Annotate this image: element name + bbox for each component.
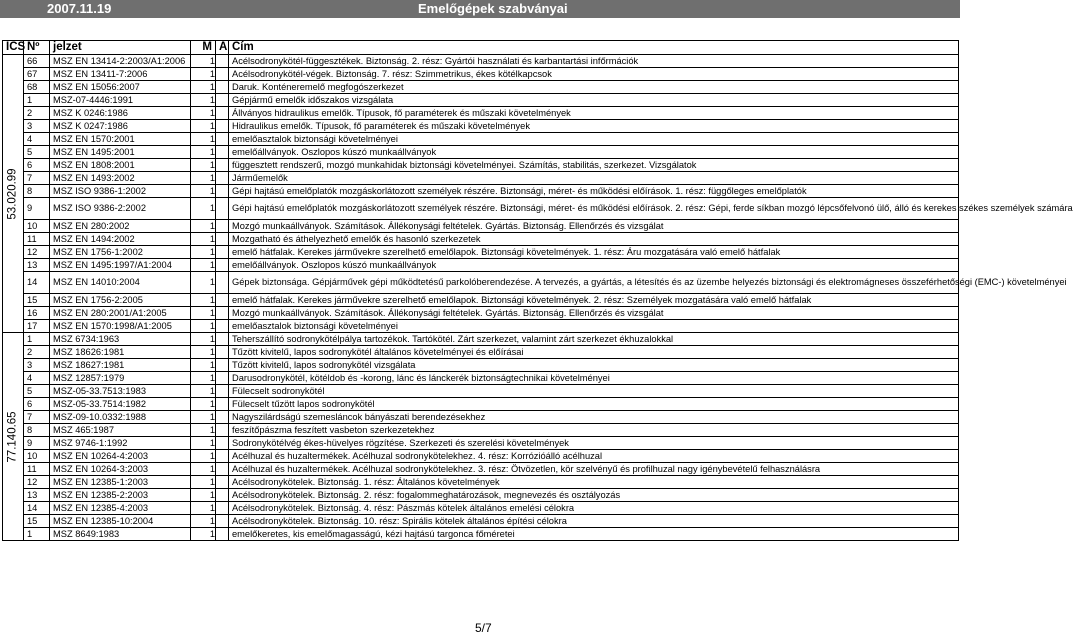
- standard-code: MSZ 18626:1981: [50, 346, 191, 359]
- table-row: [3, 146, 959, 159]
- row-m: 1: [191, 81, 216, 94]
- row-m: 1: [191, 424, 216, 437]
- row-m: 1: [191, 437, 216, 450]
- standard-title: Daruk. Konténeremelő megfogószerkezet: [229, 81, 959, 94]
- table-row: [3, 159, 959, 172]
- row-a: [216, 55, 229, 68]
- standard-code: MSZ EN 1570:2001: [50, 133, 191, 146]
- col-title: Cím: [229, 41, 959, 55]
- row-m: 1: [191, 246, 216, 259]
- ics-group-cell: [3, 55, 24, 333]
- row-a: [216, 437, 229, 450]
- row-number: 9: [24, 437, 50, 450]
- row-number: 7: [24, 411, 50, 424]
- table-row: [3, 515, 959, 528]
- row-number: 4: [24, 133, 50, 146]
- standard-code: MSZ EN 1756-1:2002: [50, 246, 191, 259]
- standard-title: Gépi hajtású emelőplatók mozgáskorlátozott személyek részére. Biztonsági, méret- és működési előírások. 1. rész: függőleges emelőplatók: [229, 185, 959, 198]
- row-a: [216, 159, 229, 172]
- standard-code: MSZ EN 10264-3:2003: [50, 463, 191, 476]
- table-row: [3, 398, 959, 411]
- row-number: 14: [24, 502, 50, 515]
- standard-code: MSZ-09-10.0332:1988: [50, 411, 191, 424]
- row-a: [216, 528, 229, 541]
- standard-title: emelőasztalok biztonsági követelményei: [229, 133, 959, 146]
- row-a: [216, 185, 229, 198]
- row-m: 1: [191, 220, 216, 233]
- row-m: 1: [191, 398, 216, 411]
- table-row: [3, 450, 959, 463]
- row-number: 12: [24, 476, 50, 489]
- standard-title: emelő hátfalak. Kerekes járművekre szerelhető emelőlapok. Biztonsági követelmények. 1. rész: Áru mozgatására való emelő hátfalak: [229, 246, 959, 259]
- standard-code: MSZ EN 1495:1997/A1:2004: [50, 259, 191, 272]
- row-m: 1: [191, 489, 216, 502]
- standard-code: MSZ ISO 9386-1:2002: [50, 185, 191, 198]
- row-m: 1: [191, 515, 216, 528]
- standard-title: Acélhuzal és huzaltermékek. Acélhuzal sodronykötelekhez. 3. rész: Ötvözetlen, kör szelvényű és profilhuzal nagy igénybevételű felhasználásra: [229, 463, 959, 476]
- standard-title: emelőasztalok biztonsági követelményei: [229, 320, 959, 333]
- row-a: [216, 502, 229, 515]
- row-a: [216, 198, 229, 220]
- row-number: 5: [24, 385, 50, 398]
- standard-title: Fülecselt sodronykötél: [229, 385, 959, 398]
- row-a: [216, 450, 229, 463]
- page-number: 5/7: [475, 621, 492, 635]
- standard-code: MSZ EN 1570:1998/A1:2005: [50, 320, 191, 333]
- table-row: [3, 320, 959, 333]
- row-a: [216, 246, 229, 259]
- table-row: [3, 172, 959, 185]
- row-number: 5: [24, 146, 50, 159]
- standard-code: MSZ EN 15056:2007: [50, 81, 191, 94]
- ics-group-cell: [3, 333, 24, 541]
- row-number: 6: [24, 398, 50, 411]
- standard-title: függesztett rendszerű, mozgó munkahidak biztonsági követelményei. Számítás, stabilitás, szerkezet. Vizsgálatok: [229, 159, 959, 172]
- row-a: [216, 233, 229, 246]
- standard-code: MSZ EN 1494:2002: [50, 233, 191, 246]
- standard-code: MSZ EN 12385-1:2003: [50, 476, 191, 489]
- row-number: 10: [24, 450, 50, 463]
- table-row: [3, 198, 959, 220]
- table-row: [3, 385, 959, 398]
- row-m: 1: [191, 272, 216, 294]
- standard-code: MSZ EN 12385-10:2004: [50, 515, 191, 528]
- row-m: 1: [191, 107, 216, 120]
- row-a: [216, 359, 229, 372]
- row-m: 1: [191, 463, 216, 476]
- standard-title: Acélsodronykötél-végek. Biztonság. 7. rész: Szimmetrikus, ékes kötélkapcsok: [229, 68, 959, 81]
- row-a: [216, 272, 229, 294]
- row-a: [216, 172, 229, 185]
- row-a: [216, 372, 229, 385]
- row-a: [216, 333, 229, 346]
- standard-title: Acélsodronykötelek. Biztonság. 1. rész: Általános követelmények: [229, 476, 959, 489]
- row-m: 1: [191, 120, 216, 133]
- table-row: [3, 424, 959, 437]
- row-number: 3: [24, 120, 50, 133]
- row-m: 1: [191, 320, 216, 333]
- table-row: [3, 476, 959, 489]
- col-a: A: [216, 41, 229, 55]
- row-number: 1: [24, 528, 50, 541]
- standard-code: MSZ-05-33.7514:1982: [50, 398, 191, 411]
- row-number: 13: [24, 489, 50, 502]
- table-row: [3, 68, 959, 81]
- standard-title: Sodronykötélvég ékes-hüvelyes rögzítése. Szerkezeti és szerelési követelmények: [229, 437, 959, 450]
- row-a: [216, 107, 229, 120]
- row-number: 10: [24, 220, 50, 233]
- table-row: [3, 94, 959, 107]
- table-row: [3, 437, 959, 450]
- row-m: 1: [191, 307, 216, 320]
- standard-code: MSZ 6734:1963: [50, 333, 191, 346]
- row-a: [216, 398, 229, 411]
- row-m: 1: [191, 172, 216, 185]
- standard-code: MSZ EN 10264-4:2003: [50, 450, 191, 463]
- col-no: Nº: [24, 41, 50, 55]
- row-a: [216, 385, 229, 398]
- row-a: [216, 424, 229, 437]
- table-row: [3, 107, 959, 120]
- standard-title: Mozgó munkaállványok. Számítások. Állékonysági feltételek. Gyártás. Biztonság. Ellenőrzés és vizsgálat: [229, 307, 959, 320]
- table-row: [3, 246, 959, 259]
- row-m: 1: [191, 133, 216, 146]
- row-a: [216, 81, 229, 94]
- standard-title: Acélsodronykötél-függesztékek. Biztonság. 2. rész: Gyártói használati és karbantartási infőrmációk: [229, 55, 959, 68]
- row-m: 1: [191, 159, 216, 172]
- row-a: [216, 463, 229, 476]
- row-a: [216, 133, 229, 146]
- row-number: 16: [24, 307, 50, 320]
- standard-title: Nagyszilárdságú szemesláncok bányászati berendezésekhez: [229, 411, 959, 424]
- col-m: M: [191, 41, 216, 55]
- standard-code: MSZ 12857:1979: [50, 372, 191, 385]
- standard-code: MSZ EN 1808:2001: [50, 159, 191, 172]
- table-row: [3, 502, 959, 515]
- table-row: [3, 346, 959, 359]
- row-number: 68: [24, 81, 50, 94]
- row-number: 9: [24, 198, 50, 220]
- row-number: 6: [24, 159, 50, 172]
- table-row: [3, 272, 959, 294]
- row-m: 1: [191, 528, 216, 541]
- standard-code: MSZ EN 1493:2002: [50, 172, 191, 185]
- row-a: [216, 320, 229, 333]
- row-m: 1: [191, 68, 216, 81]
- row-m: 1: [191, 94, 216, 107]
- table-row: [3, 220, 959, 233]
- row-m: 1: [191, 333, 216, 346]
- ics-code: 77.140.65: [6, 410, 19, 463]
- row-m: 1: [191, 294, 216, 307]
- standard-title: Tűzött kivitelű, lapos sodronykötél általános követelményei és előírásai: [229, 346, 959, 359]
- row-m: 1: [191, 502, 216, 515]
- row-number: 2: [24, 107, 50, 120]
- standard-title: Gépi hajtású emelőplatók mozgáskorlátozott személyek részére. Biztonsági, méret- és működési előírások. 2. rész: Gépi, ferde síkban mozgó lépcsőfelvonó ülő, álló és kerekes székes személyek számára: [229, 198, 959, 220]
- standard-title: Mozgó munkaállványok. Számítások. Állékonysági feltételek. Gyártás. Biztonság. Ellenőrzés és vizsgálat: [229, 220, 959, 233]
- standard-title: Mozgatható és áthelyezhető emelők és hasonló szerkezetek: [229, 233, 959, 246]
- standard-title: emelőkeretes, kis emelőmagasságú, kézi hajtású targonca főméretei: [229, 528, 959, 541]
- table-row: [3, 81, 959, 94]
- table-row: [3, 120, 959, 133]
- row-a: [216, 476, 229, 489]
- standard-title: Teherszállító sodronykötélpálya tartozékok. Tartókötél. Zárt szerkezet, valamint zárt szerkezet ékhuzalokkal: [229, 333, 959, 346]
- row-m: 1: [191, 359, 216, 372]
- row-a: [216, 220, 229, 233]
- row-m: 1: [191, 55, 216, 68]
- row-number: 13: [24, 259, 50, 272]
- standard-code: MSZ-07-4446:1991: [50, 94, 191, 107]
- table-row: [3, 259, 959, 272]
- row-a: [216, 411, 229, 424]
- top-bar: [0, 0, 960, 18]
- standard-code: MSZ EN 12385-4:2003: [50, 502, 191, 515]
- row-a: [216, 120, 229, 133]
- table-row: [3, 372, 959, 385]
- table-row: [3, 294, 959, 307]
- row-m: 1: [191, 450, 216, 463]
- row-number: 15: [24, 515, 50, 528]
- row-number: 12: [24, 246, 50, 259]
- row-number: 8: [24, 185, 50, 198]
- row-m: 1: [191, 146, 216, 159]
- standard-title: Állványos hidraulikus emelők. Típusok, fő paraméterek és műszaki követelmények: [229, 107, 959, 120]
- row-number: 7: [24, 172, 50, 185]
- header-date: 2007.11.19: [47, 1, 112, 16]
- row-a: [216, 307, 229, 320]
- standard-code: MSZ EN 13414-2:2003/A1:2006: [50, 55, 191, 68]
- col-code: jelzet: [50, 41, 191, 55]
- header-row: [3, 41, 959, 55]
- row-a: [216, 515, 229, 528]
- standard-code: MSZ EN 280:2002: [50, 220, 191, 233]
- standard-code: MSZ EN 1495:2001: [50, 146, 191, 159]
- header-title: Emelőgépek szabványai: [418, 1, 568, 16]
- row-number: 67: [24, 68, 50, 81]
- row-a: [216, 94, 229, 107]
- standard-title: Járműemelők: [229, 172, 959, 185]
- standard-code: MSZ 9746-1:1992: [50, 437, 191, 450]
- row-number: 17: [24, 320, 50, 333]
- standard-title: emelőállványok. Oszlopos kúszó munkaállványok: [229, 146, 959, 159]
- standard-code: MSZ 8649:1983: [50, 528, 191, 541]
- row-number: 15: [24, 294, 50, 307]
- standard-code: MSZ 18627:1981: [50, 359, 191, 372]
- table-row: [3, 463, 959, 476]
- col-ics: ICS: [3, 41, 24, 55]
- row-number: 3: [24, 359, 50, 372]
- table-row: [3, 133, 959, 146]
- standard-title: Acélsodronykötelek. Biztonság. 4. rész: Pászmás kötelek általános emelési célokra: [229, 502, 959, 515]
- row-m: 1: [191, 411, 216, 424]
- standard-code: MSZ ISO 9386-2:2002: [50, 198, 191, 220]
- row-m: 1: [191, 259, 216, 272]
- table-row: [3, 411, 959, 424]
- row-a: [216, 146, 229, 159]
- standard-code: MSZ 465:1987: [50, 424, 191, 437]
- table-row: [3, 359, 959, 372]
- standard-title: Fülecselt tűzött lapos sodronykötél: [229, 398, 959, 411]
- row-a: [216, 259, 229, 272]
- row-number: 11: [24, 463, 50, 476]
- table-row: [3, 55, 959, 68]
- standard-title: Acélhuzal és huzaltermékek. Acélhuzal sodronykötelekhez. 4. rész: Korrózióálló acélhuzal: [229, 450, 959, 463]
- row-number: 8: [24, 424, 50, 437]
- row-a: [216, 489, 229, 502]
- standard-title: Darusodronykötél, kötéldob és -korong, lánc és lánckerék biztonságtechnikai követelményei: [229, 372, 959, 385]
- standards-table: [2, 40, 1073, 541]
- standard-title: Gépek biztonsága. Gépjárművek gépi működtetésű parkolóberendezése. A tervezés, a gyártás, a létesítés és az üzembe helyezés biztonsági és elektromágneses összeférhetőségi (EMC-) követelményei: [229, 272, 959, 294]
- row-number: 2: [24, 346, 50, 359]
- row-number: 1: [24, 94, 50, 107]
- row-m: 1: [191, 198, 216, 220]
- table-row: [3, 333, 959, 346]
- table-row: [3, 185, 959, 198]
- standard-title: Gépjármű emelők időszakos vizsgálata: [229, 94, 959, 107]
- standard-title: feszítőpászma feszített vasbeton szerkezetekhez: [229, 424, 959, 437]
- row-m: 1: [191, 372, 216, 385]
- row-number: 66: [24, 55, 50, 68]
- standard-title: Acélsodronykötelek. Biztonság. 10. rész: Spirális kötelek általános építési célokra: [229, 515, 959, 528]
- standard-title: emelőállványok. Oszlopos kúszó munkaállványok: [229, 259, 959, 272]
- standard-title: Tűzött kivitelű, lapos sodronykötél vizsgálata: [229, 359, 959, 372]
- row-m: 1: [191, 476, 216, 489]
- row-a: [216, 68, 229, 81]
- row-number: 4: [24, 372, 50, 385]
- standard-title: emelő hátfalak. Kerekes járművekre szerelhető emelőlapok. Biztonsági követelmények. 2. rész: Személyek mozgatására való emelő hátfalak: [229, 294, 959, 307]
- table-body: [3, 55, 1073, 541]
- row-m: 1: [191, 233, 216, 246]
- row-number: 1: [24, 333, 50, 346]
- row-number: 14: [24, 272, 50, 294]
- row-number: 11: [24, 233, 50, 246]
- table-row: [3, 233, 959, 246]
- row-m: 1: [191, 185, 216, 198]
- ics-code: 53.020.99: [6, 167, 19, 220]
- table-row: [3, 489, 959, 502]
- standard-code: MSZ EN 1756-2:2005: [50, 294, 191, 307]
- row-a: [216, 346, 229, 359]
- standard-title: Hidraulikus emelők. Típusok, fő paraméterek és műszaki követelmények: [229, 120, 959, 133]
- table-row: [3, 307, 959, 320]
- standard-code: MSZ K 0246:1986: [50, 107, 191, 120]
- standard-code: MSZ EN 280:2001/A1:2005: [50, 307, 191, 320]
- standard-code: MSZ EN 14010:2004: [50, 272, 191, 294]
- standard-code: MSZ K 0247:1986: [50, 120, 191, 133]
- standard-title: Acélsodronykötelek. Biztonság. 2. rész: fogalommeghatározások, megnevezés és osztályozás: [229, 489, 959, 502]
- table-row: [3, 528, 959, 541]
- row-a: [216, 294, 229, 307]
- row-m: 1: [191, 346, 216, 359]
- row-m: 1: [191, 385, 216, 398]
- standard-code: MSZ-05-33.7513:1983: [50, 385, 191, 398]
- standard-code: MSZ EN 12385-2:2003: [50, 489, 191, 502]
- standard-code: MSZ EN 13411-7:2006: [50, 68, 191, 81]
